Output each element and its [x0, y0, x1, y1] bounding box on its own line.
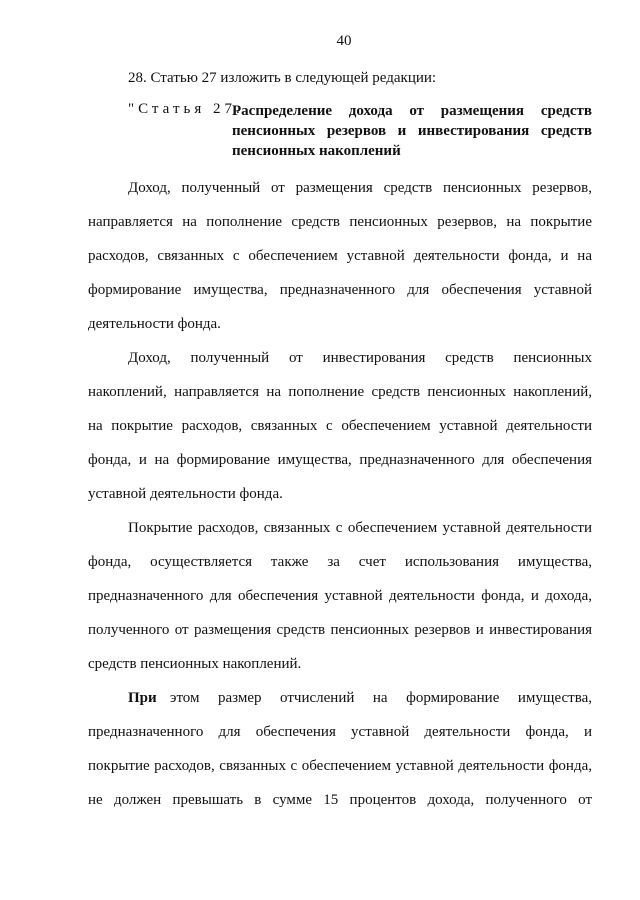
paragraph-4-line-4: не должен превышать в сумме 15 процентов дохода, полученного от — [88, 792, 592, 808]
paragraph-4-line-3: покрытие расходов, связанных с обеспечением уставной деятельности фонда, — [88, 758, 592, 774]
article-title-line-1: Распределение дохода от размещения средств — [232, 103, 592, 119]
paragraph-1-line-4: формирование имущества, предназначенного для обеспечения уставной — [88, 282, 592, 298]
paragraph-3-line-1: Покрытие расходов, связанных с обеспечением уставной деятельности — [128, 520, 592, 536]
page-number: 40 — [336, 33, 352, 49]
paragraph-3-line-3: предназначенного для обеспечения уставной деятельности фонда, и дохода, — [88, 588, 592, 604]
paragraph-3-line-4: полученного от размещения средств пенсионных резервов и инвестирования — [88, 622, 592, 638]
article-label: "Статья 27. — [128, 101, 244, 117]
paragraph-1-line-2: направляется на пополнение средств пенсионных резервов, на покрытие — [88, 214, 592, 230]
paragraph-1-line-5: деятельности фонда. — [88, 316, 221, 332]
paragraph-1-line-1: Доход, полученный от размещения средств пенсионных резервов, — [128, 180, 592, 196]
paragraph-2-line-4: фонда, и на формирование имущества, предназначенного для обеспечения — [88, 452, 592, 468]
intro-text: 28. Статью 27 изложить в следующей редакции: — [128, 70, 437, 86]
paragraph-1-line-3: расходов, связанных с обеспечением уставной деятельности фонда, и на — [88, 248, 592, 264]
paragraph-3-line-5: средств пенсионных накоплений. — [88, 656, 302, 672]
paragraph-3-line-2: фонда, осуществляется также за счет использования имущества, — [88, 554, 592, 570]
paragraph-2-line-3: на покрытие расходов, связанных с обеспечением уставной деятельности — [88, 418, 592, 434]
article-title-line-3: пенсионных накоплений — [232, 143, 401, 159]
paragraph-4-line-1: этом размер отчислений на формирование имущества, — [170, 690, 592, 706]
paragraph-2-line-1: Доход, полученный от инвестирования средств пенсионных — [128, 350, 592, 366]
paragraph-4-line-2: предназначенного для обеспечения уставной деятельности фонда, и — [88, 724, 592, 740]
article-title-line-2: пенсионных резервов и инвестирования средств — [232, 123, 592, 139]
paragraph-4-first-word: При — [128, 690, 157, 706]
paragraph-2-line-2: накоплений, направляется на пополнение средств пенсионных накоплений, — [88, 384, 592, 400]
paragraph-2-line-5: уставной деятельности фонда. — [88, 486, 283, 502]
